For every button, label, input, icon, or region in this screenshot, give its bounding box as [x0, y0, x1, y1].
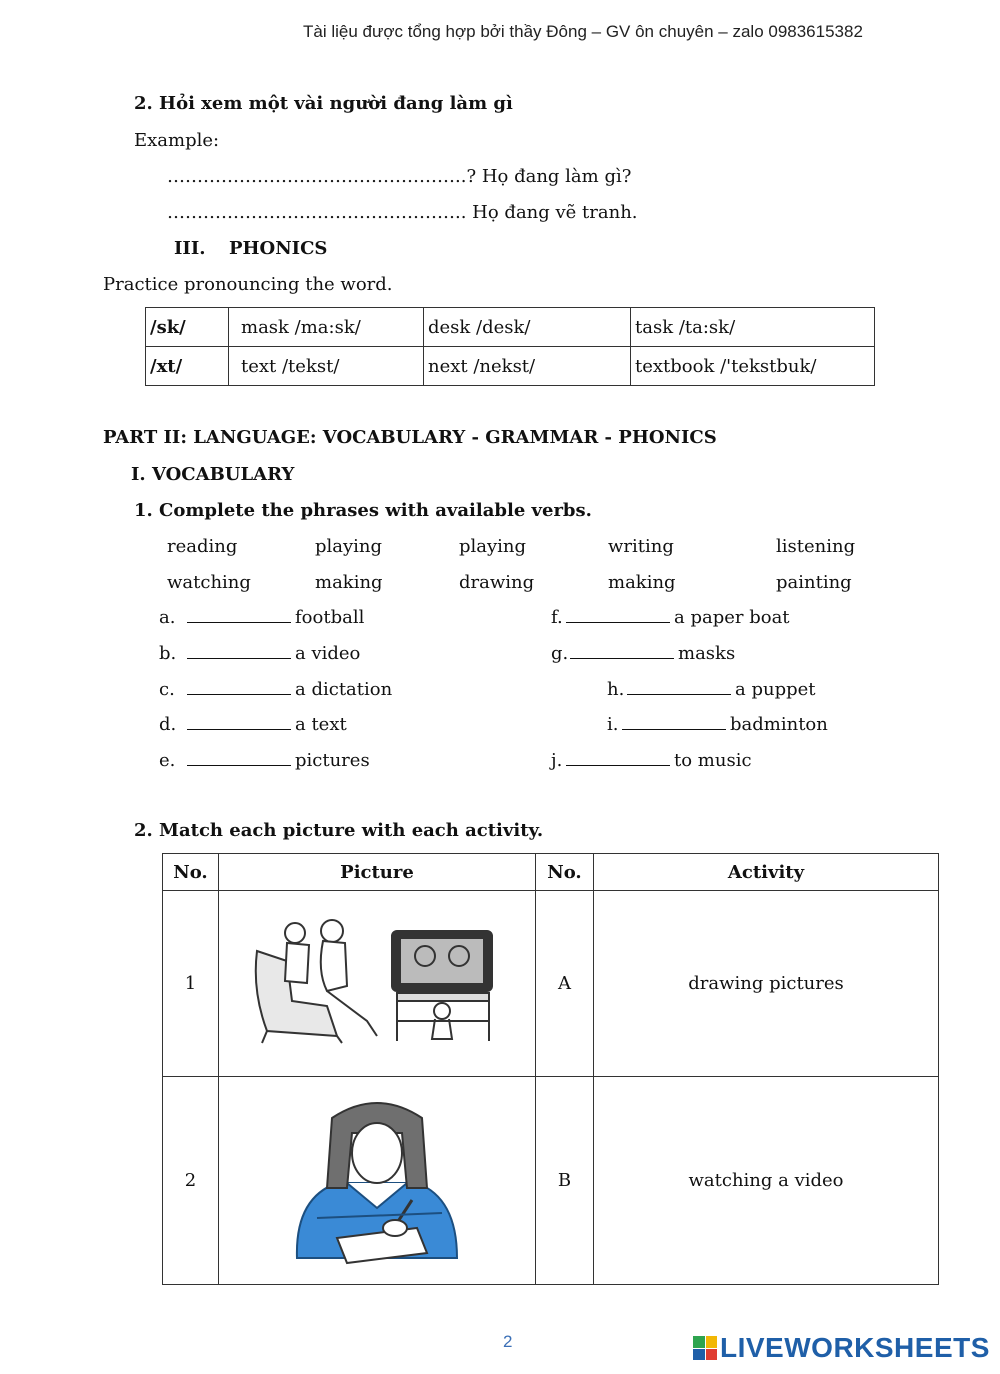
example-line-2: ………………………………………….. Họ đang vẽ tranh. — [167, 202, 638, 223]
answer-blank[interactable] — [187, 715, 291, 730]
picture-cell — [219, 891, 536, 1077]
picture-cell — [219, 1077, 536, 1285]
phrase-label: b. — [159, 643, 177, 664]
family-watching-tv-illustration — [247, 911, 507, 1051]
phonics-table — [145, 307, 875, 386]
phrase-text: a paper boat — [674, 607, 790, 628]
phrase-f — [551, 607, 790, 628]
phonics-sound: /xt/ — [146, 347, 229, 386]
col-header-picture: Picture — [219, 854, 536, 891]
vocabulary-heading: I. VOCABULARY — [131, 464, 295, 485]
phrase-text: a text — [295, 714, 347, 735]
phrase-text: a video — [295, 643, 361, 664]
phrase-label: c. — [159, 679, 175, 700]
phonics-row — [146, 308, 875, 347]
phrase-b — [159, 643, 360, 664]
phrase-g — [551, 643, 735, 664]
girl-writing-illustration — [277, 1088, 477, 1268]
phrase-text: masks — [678, 643, 736, 664]
phrase-j — [551, 750, 752, 771]
part-2-title: PART II: LANGUAGE: VOCABULARY - GRAMMAR - PHONICS — [103, 427, 717, 448]
answer-blank[interactable] — [627, 680, 731, 695]
page-header: Tài liệu được tổng hợp bởi thầy Đông – GV ôn chuyên – zalo 0983615382 — [303, 22, 863, 41]
phrase-i — [607, 714, 828, 735]
exercise-1-title: 1. Complete the phrases with available verbs. — [134, 500, 592, 521]
section-2-title: 2. Hỏi xem một vài người đang làm gì — [134, 93, 513, 114]
page-number: 2 — [503, 1332, 513, 1351]
match-table-header — [163, 854, 939, 891]
word-bank-item: listening — [776, 536, 856, 557]
row-number: 1 — [163, 891, 219, 1077]
phrase-text: to music — [674, 750, 752, 771]
word-bank-item: reading — [167, 536, 238, 557]
phrase-label: h. — [607, 679, 625, 700]
answer-blank[interactable] — [566, 751, 670, 766]
answer-blank[interactable] — [566, 608, 670, 623]
answer-blank[interactable] — [187, 644, 291, 659]
table-row — [163, 1077, 939, 1285]
phrase-a — [159, 607, 364, 628]
answer-blank[interactable] — [570, 644, 674, 659]
phonics-heading: PHONICS — [229, 238, 328, 259]
phonics-word: mask /ma:sk/ — [229, 308, 424, 347]
match-table — [162, 853, 939, 1285]
col-header-activity: Activity — [594, 854, 939, 891]
phrase-text: badminton — [730, 714, 828, 735]
word-bank-item: painting — [776, 572, 852, 593]
phrase-label: g. — [551, 643, 569, 664]
word-bank-item: watching — [167, 572, 251, 593]
phonics-heading-number: III. — [174, 238, 206, 259]
phrase-c — [159, 679, 392, 700]
phonics-word: textbook /'tekstbuk/ — [631, 347, 875, 386]
row-letter: B — [536, 1077, 594, 1285]
word-bank-item: drawing — [459, 572, 535, 593]
phrase-label: i. — [607, 714, 619, 735]
word-bank-item: playing — [459, 536, 527, 557]
liveworksheets-logo[interactable] — [693, 1333, 990, 1363]
phrase-text: football — [295, 607, 365, 628]
phrase-text: a puppet — [735, 679, 816, 700]
phrase-label: e. — [159, 750, 176, 771]
row-activity: watching a video — [594, 1077, 939, 1285]
phonics-sound: /sk/ — [146, 308, 229, 347]
phonics-instruction: Practice pronouncing the word. — [103, 274, 393, 295]
phrase-d — [159, 714, 347, 735]
phonics-row — [146, 347, 875, 386]
col-header-no: No. — [163, 854, 219, 891]
word-bank-item: writing — [608, 536, 674, 557]
answer-blank[interactable] — [622, 715, 726, 730]
phrase-e — [159, 750, 370, 771]
phrase-text: pictures — [295, 750, 370, 771]
exercise-2-title: 2. Match each picture with each activity. — [134, 820, 544, 841]
answer-blank[interactable] — [187, 751, 291, 766]
table-row — [163, 891, 939, 1077]
word-bank-item: playing — [315, 536, 383, 557]
word-bank-item: making — [315, 572, 383, 593]
word-bank-item: making — [608, 572, 676, 593]
phrase-h — [607, 679, 816, 700]
row-number: 2 — [163, 1077, 219, 1285]
phonics-word: next /nekst/ — [424, 347, 631, 386]
phrase-label: j. — [551, 750, 563, 771]
col-header-no: No. — [536, 854, 594, 891]
example-line-1: …………………………………………..? Họ đang làm gì? — [167, 166, 632, 187]
logo-text: LIVEWORKSHEETS — [720, 1332, 990, 1363]
row-letter: A — [536, 891, 594, 1077]
phrase-label: f. — [551, 607, 563, 628]
phonics-word: text /tekst/ — [229, 347, 424, 386]
phonics-word: desk /desk/ — [424, 308, 631, 347]
example-label: Example: — [134, 130, 220, 151]
phrase-label: d. — [159, 714, 177, 735]
row-activity: drawing pictures — [594, 891, 939, 1077]
phonics-word: task /ta:sk/ — [631, 308, 875, 347]
answer-blank[interactable] — [187, 608, 291, 623]
phrase-label: a. — [159, 607, 176, 628]
phrase-text: a dictation — [295, 679, 393, 700]
liveworksheets-logo-icon — [693, 1336, 717, 1360]
answer-blank[interactable] — [187, 680, 291, 695]
